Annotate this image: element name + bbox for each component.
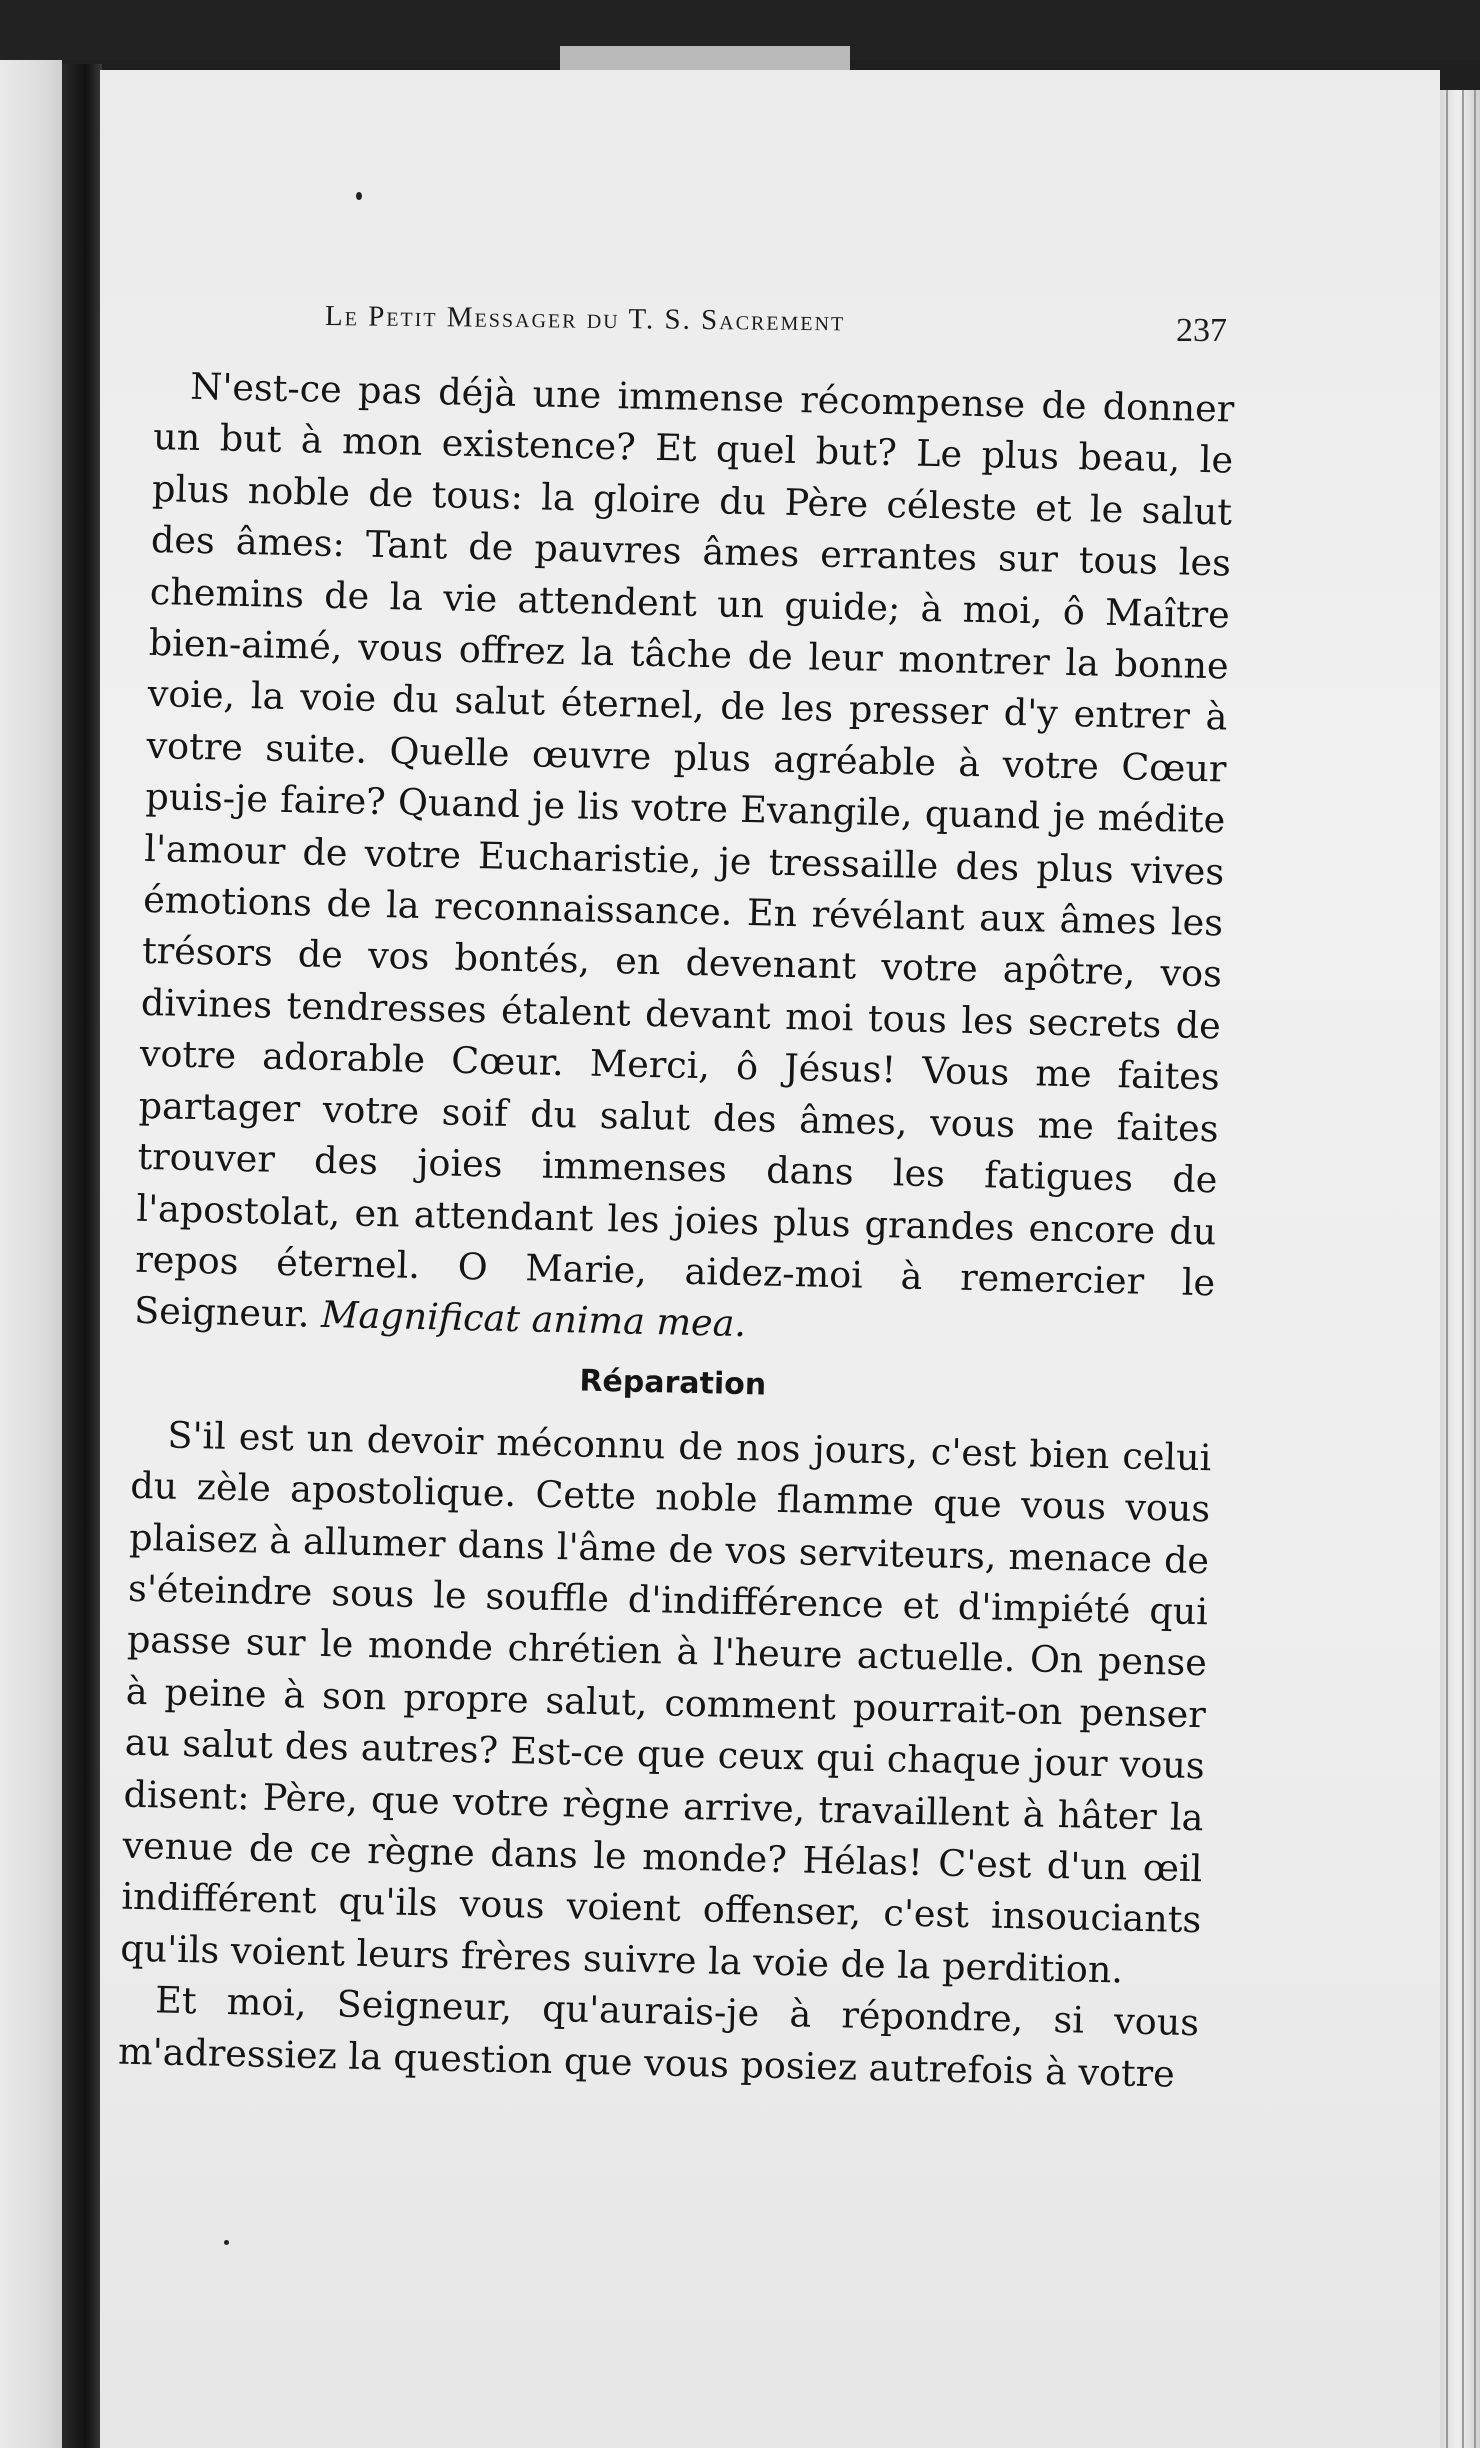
right-page-edges: [1440, 90, 1480, 2448]
ink-speck: [356, 192, 362, 200]
section-heading: Réparation: [579, 1363, 767, 1403]
page-tab-strip: [560, 46, 850, 72]
ink-speck: [224, 2240, 229, 2245]
paragraph: [134, 360, 1235, 1360]
paragraph: Et moi, Seigneur, qu'aurais-je à répondre, si vous m'adressiez la question que vous posiez autrefois à votre: [117, 1978, 1200, 2096]
book-binding: [62, 64, 102, 2448]
latin-phrase: Magnificat anima mea.: [320, 1293, 747, 1346]
body-text: [118, 360, 1235, 2100]
page-number: 237: [1176, 312, 1227, 349]
page-edge-line: [1474, 90, 1476, 2448]
running-head: Le Petit Messager du T. S. Sacrement: [324, 300, 846, 338]
left-page-edge: [0, 60, 62, 2448]
page-edge-line: [1446, 90, 1448, 2448]
page-edge-line: [1462, 90, 1464, 2448]
paragraph: S'il est un devoir méconnu de nos jours, c'est bien celui du zèle apostolique. Cette noble flamme que vous vous plaisez à allumer dans l'âme de vos serviteurs, menace de s'éteindre sous le souffle d'indifférence et d'impiété qui passe sur le monde chrétien à l'heure actuelle. On pense à peine à son propre salut, comment pourrait-on penser au salut des autres? Est-ce que ceux qui chaque jour vous disent: Père, que votre règne arrive, travaillent à hâter la venue de ce règne dans le monde? Hélas! C'est d'un œil indifférent qu'ils vous voient offenser, c'est insouciants qu'ils voient leurs frères suivre la voie de la perdition.: [119, 1413, 1212, 1992]
paragraph-text: N'est-ce pas déjà une immense récompense de donner un but à mon existence? Et quel but? Le plus beau, le plus noble de tous: la gloire du Père céleste et le salut des âmes: Tant de pauvres âmes errantes sur tous les chemins de la vie attendent un guide; à moi, ô Maître bien-aimé, vous offrez la tâche de leur montrer la bonne voie, la voie du salut éternel, de les presser d'y entrer à votre suite. Quelle œuvre plus agréable à votre Cœur puis-je faire? Quand je lis votre Evangile, quand je médite l'amour de votre Eucharistie, je tressaille des plus vives émotions de la reconnaissance. En révélant aux âmes les trésors de vos bontés, en devenant votre apôtre, vos divines tendresses étalent devant moi tous les secrets de votre adorable Cœur. Merci, ô Jésus! Vous me faites partager votre soif du salut des âmes, vous me faites trouver des joies immenses dans les fatigues de l'apostolat, en attendant les joies plus grandes encore du repos éternel. O Marie, aidez-moi à remercier le Seigneur.: [133, 364, 1235, 1336]
